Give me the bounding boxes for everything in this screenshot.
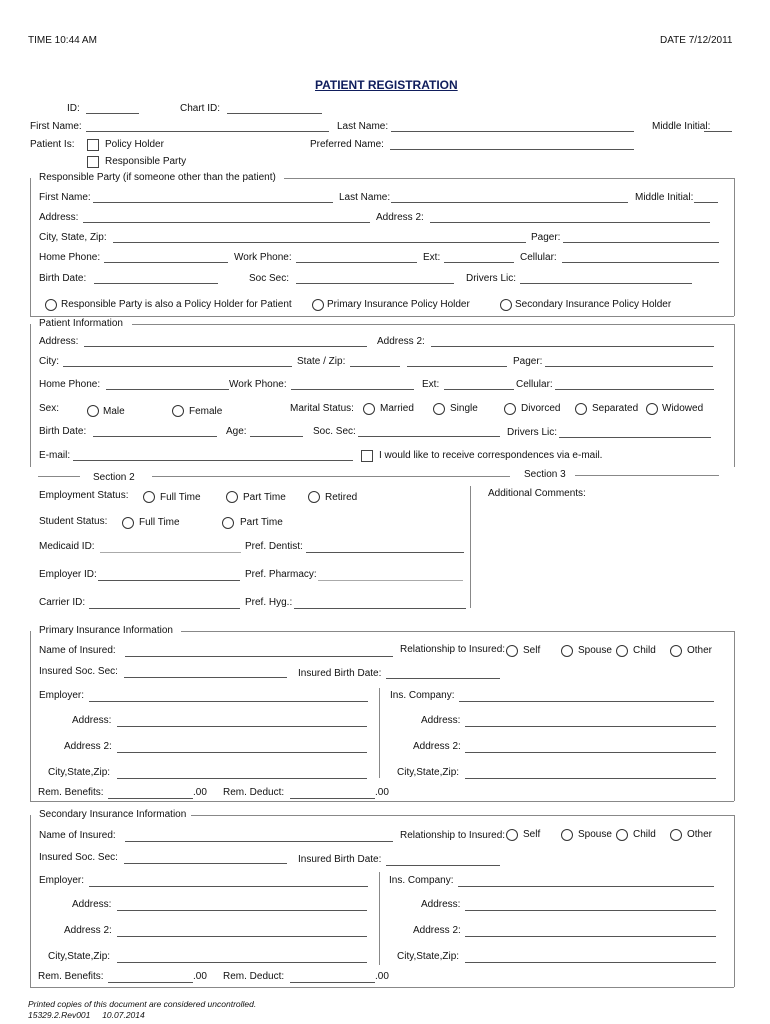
sec-birth-field[interactable]: [386, 855, 500, 866]
sec-rem-benefits-field[interactable]: [108, 972, 193, 983]
stu-part-time-label: Part Time: [240, 517, 283, 528]
prim-rem-benefits-field[interactable]: [108, 788, 193, 799]
pi-box-right: [734, 324, 735, 467]
carrier-id-field[interactable]: [89, 598, 240, 609]
s2-rule-left: [38, 476, 80, 477]
rp-soc-sec-field[interactable]: [296, 273, 454, 284]
prim-ins-company-label: Ins. Company:: [390, 690, 455, 701]
sec-box-bottom: [30, 987, 734, 988]
prim-ins-address-field[interactable]: [465, 716, 716, 727]
rp-birth-date-label: Birth Date:: [39, 273, 87, 284]
pi-address-label: Address:: [39, 336, 79, 347]
sec-relationship-label: Relationship to Insured:: [400, 830, 506, 841]
s2-rule-right: [152, 476, 510, 477]
emp-full-time-label: Full Time: [160, 492, 201, 503]
section3-legend: Section 3: [524, 469, 566, 480]
pref-dentist-label: Pref. Dentist:: [245, 541, 303, 552]
pi-ext-label: Ext:: [422, 379, 440, 390]
rp-middle-initial-field[interactable]: [694, 192, 718, 203]
prim-spouse-radio[interactable]: [561, 645, 573, 657]
pi-cellular-label: Cellular:: [516, 379, 553, 390]
pref-pharmacy-field[interactable]: [318, 570, 463, 581]
sec-ins-address2-field[interactable]: [465, 926, 716, 937]
single-radio[interactable]: [433, 403, 445, 415]
sec-soc-sec-label: Insured Soc. Sec:: [39, 852, 118, 863]
section2-legend: Section 2: [93, 472, 135, 483]
pi-address2-label: Address 2:: [377, 336, 425, 347]
rp-work-phone-field[interactable]: [296, 252, 417, 263]
student-status-label: Student Status:: [39, 516, 108, 527]
stu-full-time-label: Full Time: [139, 517, 180, 528]
pi-city-field[interactable]: [63, 356, 292, 367]
pi-address-field[interactable]: [84, 336, 367, 347]
rp-box-left: [30, 178, 31, 316]
id-field[interactable]: [86, 103, 139, 114]
additional-comments-label: Additional Comments:: [488, 488, 586, 499]
rp-box-right: [734, 178, 735, 316]
pi-age-label: Age:: [226, 426, 247, 437]
sec-child-radio[interactable]: [616, 829, 628, 841]
sec-other-label: Other: [687, 829, 713, 840]
last-name-label: Last Name:: [337, 121, 389, 132]
pi-work-phone-label: Work Phone:: [229, 379, 287, 390]
policy-holder-checkbox[interactable]: [87, 139, 99, 151]
prim-self-radio[interactable]: [506, 645, 518, 657]
prim-ins-csz-label: City,State,Zip:: [397, 767, 460, 778]
emp-retired-label: Retired: [325, 492, 358, 503]
prim-ins-company-field[interactable]: [459, 691, 714, 702]
rp-cellular-label: Cellular:: [520, 252, 557, 263]
sec-child-label: Child: [633, 829, 656, 840]
rp-first-name-field[interactable]: [93, 192, 333, 203]
sec-employer-field[interactable]: [89, 876, 368, 887]
footer-disclaimer: Printed copies of this document are considered uncontrolled.: [28, 999, 257, 1009]
sec-emp-address2-label: Address 2:: [64, 925, 112, 936]
single-label: Single: [450, 403, 478, 414]
rp-primary-holder-radio[interactable]: [312, 299, 324, 311]
sec-box-top: [191, 815, 734, 816]
pi-drivers-lic-field[interactable]: [559, 427, 711, 438]
sec-box-right: [734, 815, 735, 987]
rp-city-state-zip-label: City, State, Zip:: [39, 232, 107, 243]
rp-address-field[interactable]: [83, 212, 370, 223]
carrier-id-label: Carrier ID:: [39, 597, 86, 608]
pi-drivers-lic-label: Drivers Lic:: [507, 427, 558, 438]
rp-first-name-label: First Name:: [39, 192, 91, 203]
rp-address2-label: Address 2:: [376, 212, 424, 223]
sec-spouse-radio[interactable]: [561, 829, 573, 841]
pi-soc-sec-field[interactable]: [358, 426, 500, 437]
prim-emp-address2-field[interactable]: [117, 742, 367, 753]
prim-emp-address-field[interactable]: [117, 716, 367, 727]
prim-self-label: Self: [523, 645, 541, 656]
sec-rem-benefits-cents: .00: [193, 971, 207, 982]
sec-emp-address-label: Address:: [72, 899, 112, 910]
sec-employer-label: Employer:: [39, 875, 85, 886]
pi-cellular-field[interactable]: [555, 379, 714, 390]
prim-soc-sec-label: Insured Soc. Sec:: [39, 666, 118, 677]
sec-rem-deduct-label: Rem. Deduct:: [223, 971, 285, 982]
prim-rem-deduct-cents: .00: [375, 787, 389, 798]
pi-ext-field[interactable]: [444, 379, 514, 390]
rp-soc-sec-label: Soc Sec:: [249, 273, 290, 284]
s3-rule: [575, 475, 719, 476]
sec-rem-deduct-field[interactable]: [290, 972, 375, 983]
prim-box-top: [181, 631, 734, 632]
rp-policy-holder-radio[interactable]: [45, 299, 57, 311]
additional-comments-field[interactable]: [488, 502, 713, 608]
prim-rem-deduct-field[interactable]: [290, 788, 375, 799]
middle-initial-label: Middle Initial:: [652, 121, 711, 132]
rp-secondary-holder-option: Secondary Insurance Policy Holder: [515, 299, 672, 310]
sec-other-radio[interactable]: [670, 829, 682, 841]
stu-part-time-radio[interactable]: [222, 517, 234, 529]
prim-divider: [379, 688, 380, 778]
sec-rem-benefits-label: Rem. Benefits:: [38, 971, 104, 982]
rp-pager-label: Pager:: [531, 232, 561, 243]
pref-hyg-field[interactable]: [294, 598, 466, 609]
rp-home-phone-field[interactable]: [104, 252, 228, 263]
rp-policy-holder-option: Responsible Party is also a Policy Holder for Patient: [61, 299, 292, 310]
female-label: Female: [189, 406, 223, 417]
rp-last-name-label: Last Name:: [339, 192, 391, 203]
rp-address2-field[interactable]: [430, 212, 710, 223]
prim-employer-label: Employer:: [39, 690, 85, 701]
preferred-name-field[interactable]: [390, 139, 634, 150]
pi-home-phone-field[interactable]: [106, 379, 229, 390]
prim-other-radio[interactable]: [670, 645, 682, 657]
medicaid-id-label: Medicaid ID:: [39, 541, 95, 552]
prim-ins-address2-label: Address 2:: [413, 741, 461, 752]
married-label: Married: [380, 403, 414, 414]
email-correspondence-label: I would like to receive correspondences via e-mail.: [379, 450, 603, 461]
policy-holder-label: Policy Holder: [105, 139, 164, 150]
last-name-field[interactable]: [391, 121, 634, 132]
sec-name-label: Name of Insured:: [39, 830, 116, 841]
male-radio[interactable]: [87, 405, 99, 417]
prim-name-label: Name of Insured:: [39, 645, 116, 656]
sec-self-label: Self: [523, 829, 541, 840]
prim-employer-field[interactable]: [89, 691, 368, 702]
prim-box-left: [30, 631, 31, 801]
rp-home-phone-label: Home Phone:: [39, 252, 101, 263]
pi-pager-field[interactable]: [545, 356, 713, 367]
prim-emp-address2-label: Address 2:: [64, 741, 112, 752]
pi-pager-label: Pager:: [513, 356, 543, 367]
prim-emp-csz-field[interactable]: [117, 768, 367, 779]
prim-box-right: [734, 631, 735, 801]
pi-email-label: E-mail:: [39, 450, 71, 461]
first-name-field[interactable]: [86, 121, 329, 132]
sec-ins-address-label: Address:: [421, 899, 461, 910]
time-stamp: TIME 10:44 AM: [28, 35, 97, 46]
footer-revision: 15329.2.Rev001 10.07.2014: [28, 1010, 145, 1020]
pi-birth-date-field[interactable]: [93, 426, 217, 437]
medicaid-id-field[interactable]: [100, 542, 241, 553]
prim-rem-benefits-label: Rem. Benefits:: [38, 787, 104, 798]
rp-middle-initial-label: Middle Initial:: [635, 192, 694, 203]
rp-address-label: Address:: [39, 212, 79, 223]
pi-address2-field[interactable]: [431, 336, 714, 347]
rp-pager-field[interactable]: [563, 232, 719, 243]
emp-retired-radio[interactable]: [308, 491, 320, 503]
pi-email-field[interactable]: [73, 450, 353, 461]
pi-work-phone-field[interactable]: [291, 379, 414, 390]
sec-ins-company-field[interactable]: [458, 876, 714, 887]
sec-soc-sec-field[interactable]: [124, 853, 287, 864]
male-label: Male: [103, 406, 125, 417]
sec-ins-csz-label: City,State,Zip:: [397, 951, 460, 962]
pi-soc-sec-label: Soc. Sec:: [313, 426, 356, 437]
sec-legend: Secondary Insurance Information: [36, 809, 189, 821]
rp-city-state-zip-field[interactable]: [113, 232, 526, 243]
pi-legend: Patient Information: [36, 318, 126, 330]
prim-box-bottom: [30, 801, 734, 802]
prim-ins-address2-field[interactable]: [465, 742, 716, 753]
prim-ins-csz-field[interactable]: [465, 768, 716, 779]
prim-legend: Primary Insurance Information: [36, 625, 176, 637]
rp-legend: Responsible Party (if someone other than the patient): [36, 172, 279, 184]
sec-rem-deduct-cents: .00: [375, 971, 389, 982]
female-radio[interactable]: [172, 405, 184, 417]
prim-birth-field[interactable]: [386, 668, 500, 679]
patient-is-label: Patient Is:: [30, 139, 75, 150]
separated-radio[interactable]: [575, 403, 587, 415]
rp-last-name-field[interactable]: [391, 192, 628, 203]
sec-ins-address-field[interactable]: [465, 900, 716, 911]
pref-dentist-field[interactable]: [306, 542, 464, 553]
preferred-name-label: Preferred Name:: [310, 139, 384, 150]
section-divider: [470, 486, 471, 608]
prim-spouse-label: Spouse: [578, 645, 612, 656]
id-label: ID:: [67, 103, 80, 114]
prim-rem-deduct-label: Rem. Deduct:: [223, 787, 285, 798]
separated-label: Separated: [592, 403, 639, 414]
rp-secondary-holder-radio[interactable]: [500, 299, 512, 311]
pi-state-zip-label: State / Zip:: [297, 356, 346, 367]
rp-box-top: [284, 178, 734, 179]
chart-id-label: Chart ID:: [180, 103, 221, 114]
sec-emp-address-field[interactable]: [117, 900, 367, 911]
sec-ins-address2-label: Address 2:: [413, 925, 461, 936]
emp-part-time-label: Part Time: [243, 492, 286, 503]
middle-initial-field[interactable]: [704, 121, 732, 132]
pref-pharmacy-label: Pref. Pharmacy:: [245, 569, 317, 580]
prim-name-field[interactable]: [125, 646, 393, 657]
sec-emp-csz-field[interactable]: [117, 952, 367, 963]
widowed-radio[interactable]: [646, 403, 658, 415]
pi-state-field[interactable]: [350, 356, 400, 367]
rp-drivers-lic-field[interactable]: [520, 273, 692, 284]
sec-spouse-label: Spouse: [578, 829, 612, 840]
sec-self-radio[interactable]: [506, 829, 518, 841]
prim-relationship-label: Relationship to Insured:: [400, 644, 506, 655]
sec-ins-company-label: Ins. Company:: [389, 875, 454, 886]
page-title: PATIENT REGISTRATION: [315, 78, 458, 92]
sec-name-field[interactable]: [125, 831, 393, 842]
prim-other-label: Other: [687, 645, 713, 656]
emp-part-time-radio[interactable]: [226, 491, 238, 503]
responsible-party-label: Responsible Party: [105, 156, 187, 167]
rp-birth-date-field[interactable]: [94, 273, 218, 284]
pi-box-top: [132, 324, 734, 325]
sec-divider: [379, 872, 380, 965]
emp-full-time-radio[interactable]: [143, 491, 155, 503]
prim-rem-benefits-cents: .00: [193, 787, 207, 798]
pi-home-phone-label: Home Phone:: [39, 379, 101, 390]
marital-status-label: Marital Status:: [290, 403, 354, 414]
rp-work-phone-label: Work Phone:: [234, 252, 292, 263]
sec-emp-address2-field[interactable]: [117, 926, 367, 937]
chart-id-field[interactable]: [227, 103, 322, 114]
sec-ins-csz-field[interactable]: [465, 952, 716, 963]
pi-city-label: City:: [39, 356, 59, 367]
prim-child-label: Child: [633, 645, 656, 656]
divorced-label: Divorced: [521, 403, 561, 414]
pref-hyg-label: Pref. Hyg.:: [245, 597, 293, 608]
date-stamp: DATE 7/12/2011: [660, 35, 733, 46]
pi-age-field[interactable]: [250, 426, 303, 437]
prim-emp-csz-label: City,State,Zip:: [48, 767, 111, 778]
pi-birth-date-label: Birth Date:: [39, 426, 87, 437]
first-name-label: First Name:: [30, 121, 82, 132]
prim-emp-address-label: Address:: [72, 715, 112, 726]
widowed-label: Widowed: [662, 403, 704, 414]
married-radio[interactable]: [363, 403, 375, 415]
rp-ext-field[interactable]: [444, 252, 514, 263]
stu-full-time-radio[interactable]: [122, 517, 134, 529]
employment-status-label: Employment Status:: [39, 490, 129, 501]
employer-id-field[interactable]: [98, 570, 240, 581]
divorced-radio[interactable]: [504, 403, 516, 415]
pi-zip-field[interactable]: [407, 356, 507, 367]
sec-birth-label: Insured Birth Date:: [298, 854, 382, 865]
email-correspondence-checkbox[interactable]: [361, 450, 373, 462]
pi-box-left: [30, 324, 31, 467]
responsible-party-checkbox[interactable]: [87, 156, 99, 168]
rp-drivers-lic-label: Drivers Lic:: [466, 273, 517, 284]
sec-emp-csz-label: City,State,Zip:: [48, 951, 111, 962]
prim-child-radio[interactable]: [616, 645, 628, 657]
pi-sex-label: Sex:: [39, 403, 60, 414]
rp-primary-holder-option: Primary Insurance Policy Holder: [327, 299, 470, 310]
employer-id-label: Employer ID:: [39, 569, 97, 580]
rp-cellular-field[interactable]: [562, 252, 719, 263]
rp-box-bottom: [30, 316, 734, 317]
sec-box-left: [30, 815, 31, 987]
prim-birth-label: Insured Birth Date:: [298, 668, 382, 679]
rp-ext-label: Ext:: [423, 252, 441, 263]
prim-soc-sec-field[interactable]: [124, 667, 287, 678]
prim-ins-address-label: Address:: [421, 715, 461, 726]
